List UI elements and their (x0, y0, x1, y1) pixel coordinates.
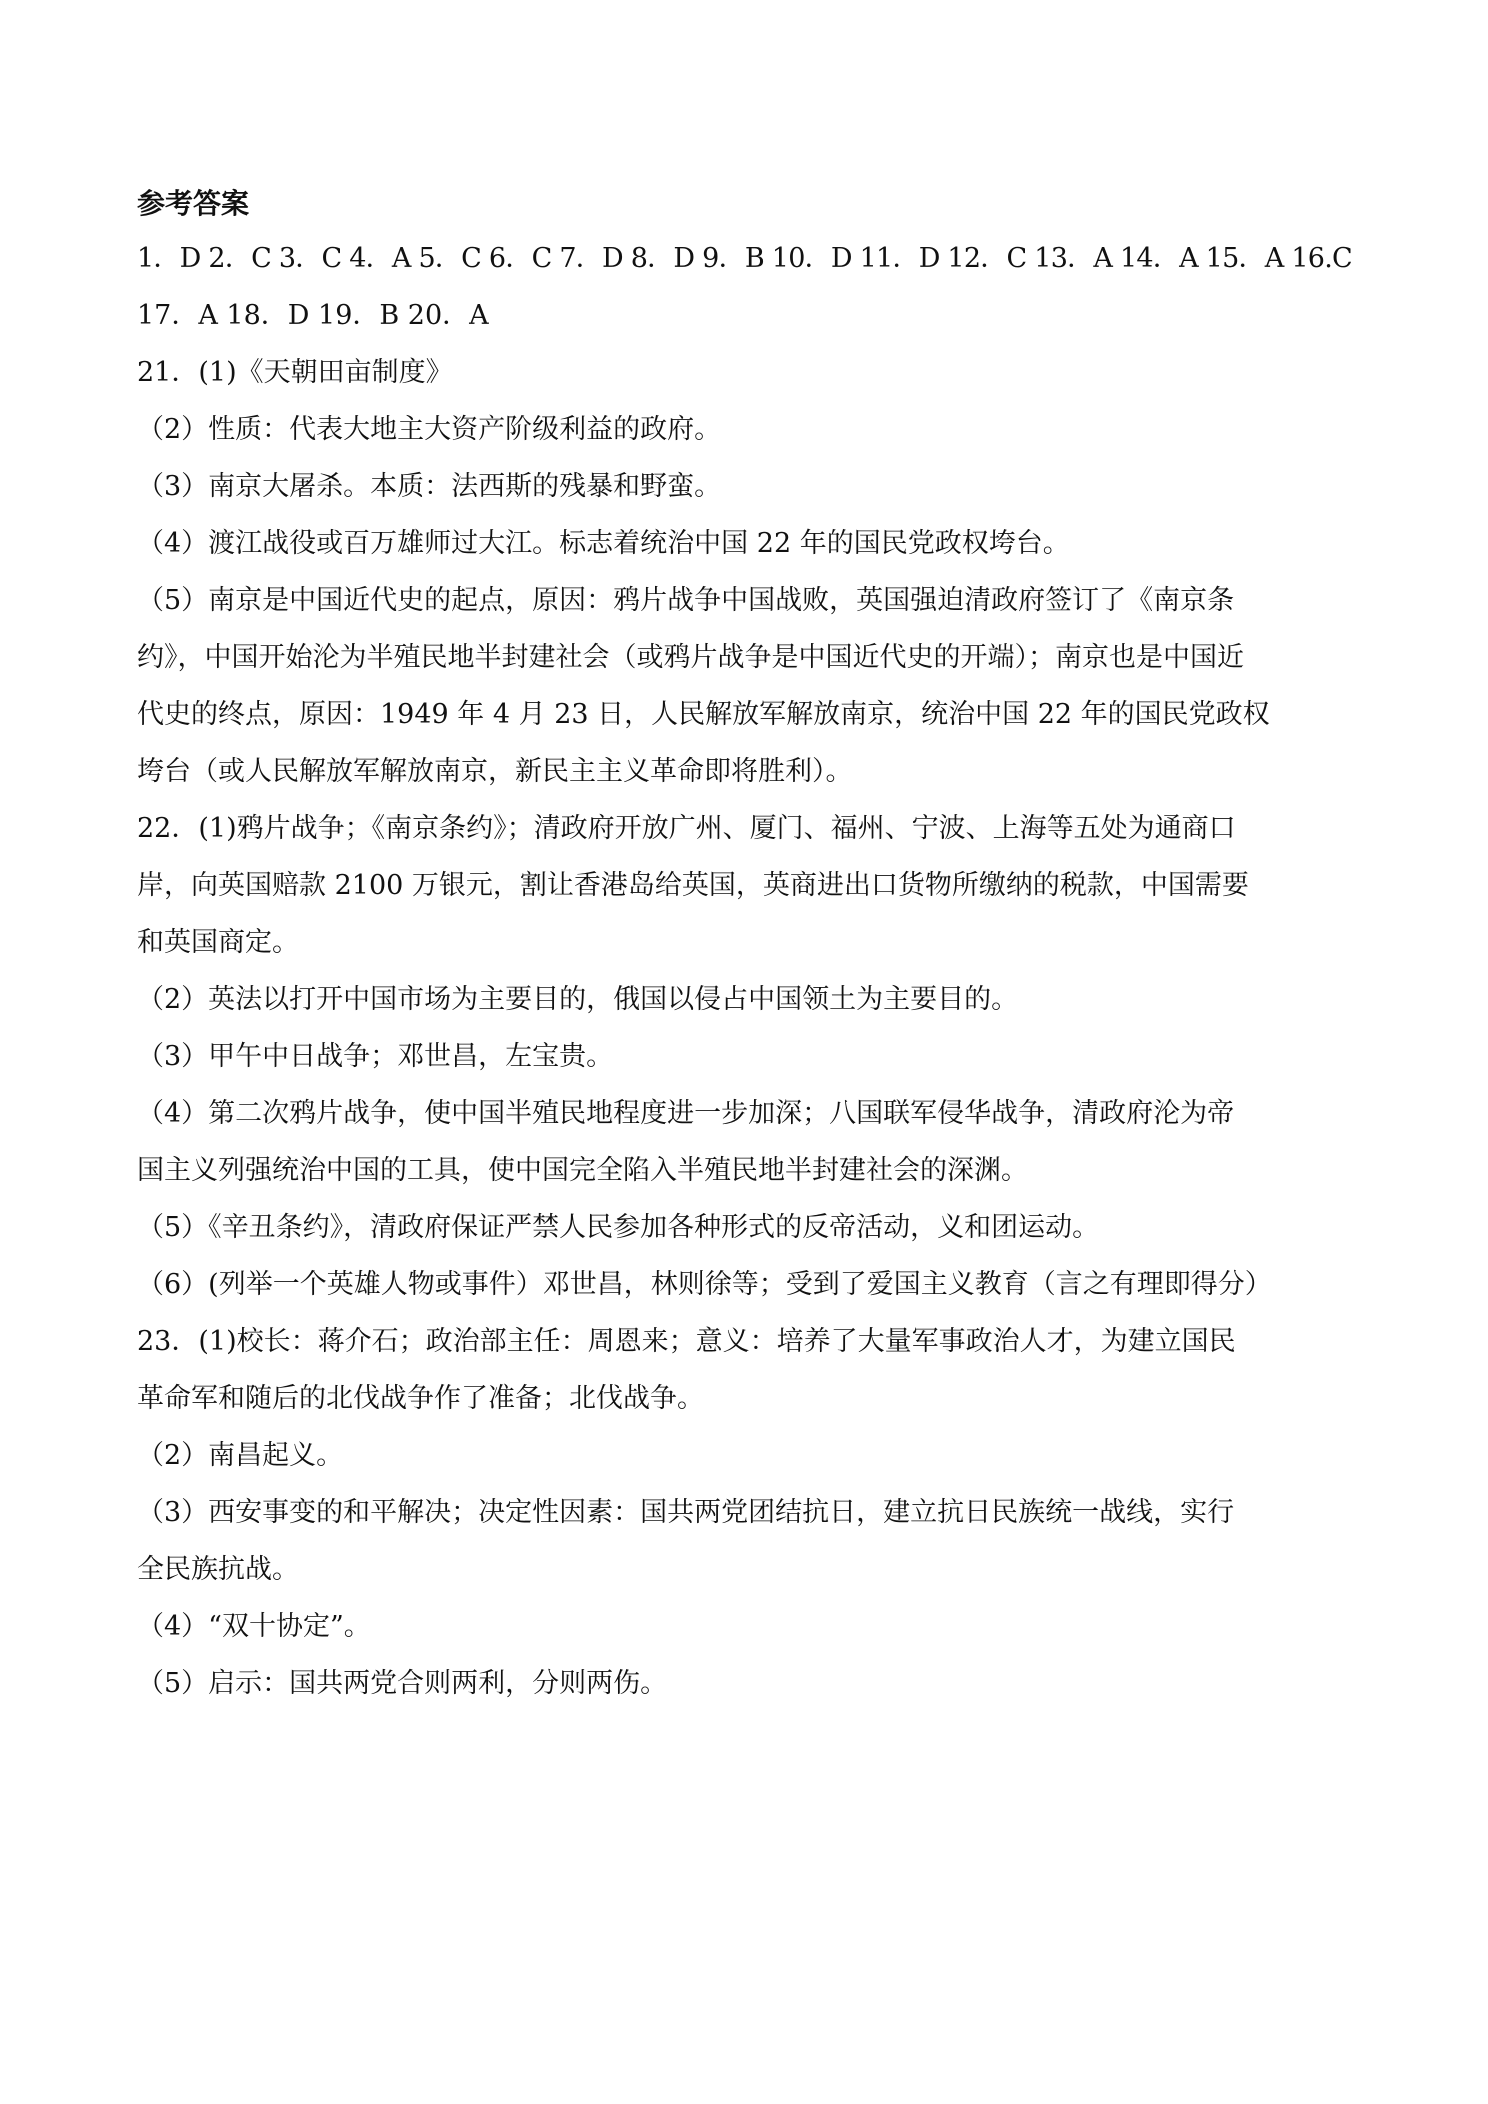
answer-line: 17．A 18．D 19．B 20．A (137, 300, 489, 331)
answer-lines (137, 230, 1357, 1712)
answer-line: （5）南京是中国近代史的起点，原因：鸦片战争中国战败，英国强迫清政府签订了《南京条 (137, 585, 1235, 616)
answer-line: （3）西安事变的和平解决；决定性因素：国共两党团结抗日，建立抗日民族统一战线，实行 (137, 1497, 1235, 1528)
answer-line: 21．(1)《天朝田亩制度》 (137, 357, 453, 388)
answer-line: 和英国商定。 (137, 927, 299, 958)
answer-line: 约》，中国开始沦为半殖民地半封建社会（或鸦片战争是中国近代史的开端）；南京也是中国近 (137, 642, 1244, 673)
answer-line: 22．(1)鸦片战争；《南京条约》；清政府开放广州、厦门、福州、宁波、上海等五处为通商口 (137, 813, 1236, 844)
answer-line: （4）渡江战役或百万雄师过大江。标志着统治中国 22 年的国民党政权垮台。 (137, 528, 1070, 559)
answer-key-content (137, 178, 1357, 1712)
answer-line: （6）(列举一个英雄人物或事件）邓世昌，林则徐等；受到了爱国主义教育（言之有理即得分） (137, 1269, 1272, 1300)
answer-line: 垮台（或人民解放军解放南京，新民主主义革命即将胜利）。 (137, 756, 853, 787)
answer-line: （2）英法以打开中国市场为主要目的，俄国以侵占中国领土为主要目的。 (137, 984, 1019, 1015)
answer-line: （5）《辛丑条约》，清政府保证严禁人民参加各种形式的反帝活动，义和团运动。 (137, 1212, 1100, 1243)
answer-line: 全民族抗战。 (137, 1554, 299, 1585)
answer-line: （4）第二次鸦片战争，使中国半殖民地程度进一步加深；八国联军侵华战争，清政府沦为帝 (137, 1098, 1235, 1129)
answer-line: （4）“双十协定”。 (137, 1611, 371, 1642)
answer-line: （5）启示：国共两党合则两利，分则两伤。 (137, 1668, 668, 1699)
answer-line: （3）甲午中日战争；邓世昌，左宝贵。 (137, 1041, 614, 1072)
answer-line: （3）南京大屠杀。本质：法西斯的残暴和野蛮。 (137, 471, 722, 502)
answer-line: 岸，向英国赔款 2100 万银元，割让香港岛给英国，英商进出口货物所缴纳的税款，中国需要 (137, 870, 1249, 901)
answer-line: 革命军和随后的北伐战争作了准备；北伐战争。 (137, 1383, 704, 1414)
page-title: 参考答案 (137, 187, 250, 220)
answer-line: （2）性质：代表大地主大资产阶级利益的政府。 (137, 414, 722, 445)
answer-line: 国主义列强统治中国的工具，使中国完全陷入半殖民地半封建社会的深渊。 (137, 1155, 1028, 1186)
answer-line: 23．(1)校长：蒋介石；政治部主任：周恩来；意义：培养了大量军事政治人才，为建立国民 (137, 1326, 1236, 1357)
answer-line: （2）南昌起义。 (137, 1440, 344, 1471)
answer-line: 1．D 2．C 3．C 4．A 5．C 6．C 7．D 8．D 9．B 10．D 11．D 12．C 13．A 14．A 15．A 16.C (137, 243, 1352, 274)
answer-line: 代史的终点，原因：1949 年 4 月 23 日，人民解放军解放南京，统治中国 22 年的国民党政权 (137, 699, 1270, 730)
